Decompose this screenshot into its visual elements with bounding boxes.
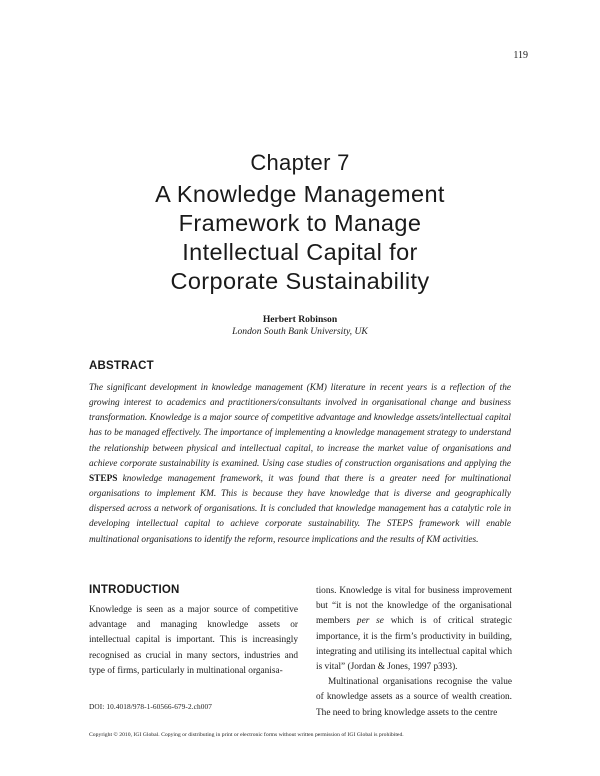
introduction-heading: INTRODUCTION bbox=[89, 584, 180, 596]
abstract-text-part: The significant development in knowledge management (KM) literature in recent years is a reflection of the growing interest to academics and practitioners/consultants involved in organisational change and business transformation. Knowledge is a major source of competitive advantage and knowledge assets/intellectual capital has to be managed effectively. The importance of implementing a knowledge management strategy to understand the relationship between physical and intellectual capital, to increase the market value of organisations and achieve corporate sustainability is examined. Using case studies of construction organisations and applying the bbox=[89, 383, 511, 469]
author-block bbox=[0, 314, 600, 338]
author-affiliation: London South Bank University, UK bbox=[232, 326, 368, 337]
italic-term: per se bbox=[356, 616, 384, 627]
chapter-title-line: A Knowledge Management bbox=[155, 181, 445, 207]
page-number: 119 bbox=[513, 50, 528, 61]
text-run: tions. Knowledge is vital for business improvement but “it is not the knowledge of the organisational members bbox=[316, 586, 512, 627]
chapter-title-line: Corporate Sustainability bbox=[170, 268, 430, 294]
chapter-title bbox=[0, 180, 600, 296]
author-name: Herbert Robinson bbox=[262, 314, 338, 325]
chapter-label: Chapter 7 bbox=[250, 150, 350, 175]
left-column-paragraph: Knowledge is seen as a major source of competitive advantage and managing knowledge assets or intellectual capital is important. This is increasingly recognised as crucial in many sectors, industries and type of firms, particularly in multinational organisa- bbox=[89, 605, 298, 676]
abstract-heading: ABSTRACT bbox=[89, 360, 154, 372]
text-run: which is of critical strategic importance, it is the firm’s productivity in building, integrating and utilising its intellectual capital which is vital” (Jordan & Jones, 1997 p393). bbox=[316, 616, 512, 673]
chapter-title-line: Framework to Manage bbox=[178, 210, 422, 236]
chapter-title-line: Intellectual Capital for bbox=[182, 239, 418, 265]
copyright-notice: Copyright © 2010, IGI Global. Copying or distributing in print or electronic forms without written permission of IGI Global is prohibited. bbox=[89, 732, 404, 738]
abstract-text-part: knowledge management framework, it was found that there is a greater need for multinational organisations to implement KM. This is because they have knowledge that is diverse and geographically dispersed across a network of organisations. It is concluded that knowledge management has a catalytic role in developing intellectual capital to achieve corporate sustainability. The STEPS framework will enable multinational organisations to identify the reform, resource implications and the results of KM activities. bbox=[89, 473, 511, 545]
abstract-body bbox=[89, 381, 511, 548]
doi-line: DOI: 10.4018/978-1-60566-679-2.ch007 bbox=[89, 702, 212, 711]
steps-term: STEPS bbox=[89, 473, 118, 484]
right-paragraph-2: Multinational organisations recognise the value of knowledge assets as a source of wealth creation. The need to bring knowledge assets to the centre bbox=[316, 677, 512, 718]
right-paragraph-1 bbox=[316, 586, 512, 672]
introduction-right-column bbox=[316, 584, 512, 721]
introduction-left-column bbox=[89, 603, 298, 679]
